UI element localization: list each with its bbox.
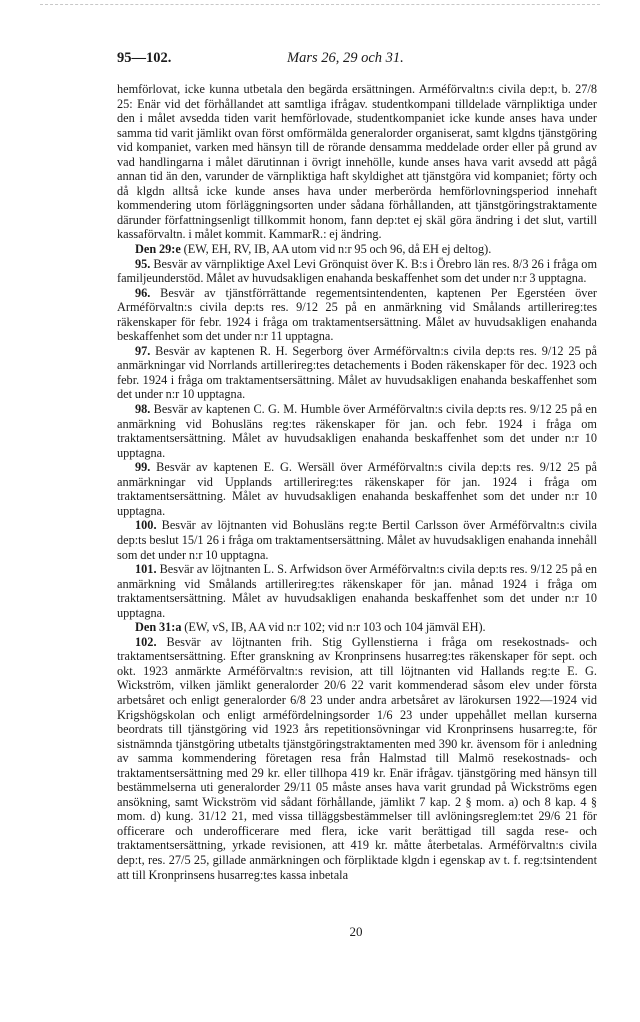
- running-head: [117, 50, 597, 70]
- paragraph-text: (EW, vS, IB, AA vid n:r 102; vid n:r 103 och 104 jämväl EH).: [184, 620, 486, 635]
- page-dates: Mars 26, 29 och 31.: [287, 50, 404, 66]
- case-paragraph: [117, 402, 597, 460]
- case-number: 99.: [135, 460, 151, 475]
- paragraph-text: Besvär av värnpliktige Axel Levi Grönquist över K. B:s i Örebro län res. 8/3 26 i fråga om familjeunderstöd. Målet av huvudsakligen enahanda beskaffenhet som det under n:r 3 upptagna.: [117, 256, 598, 286]
- top-edge-rule: [40, 4, 600, 5]
- paragraph-text: Besvär av kaptenen C. G. M. Humble över Arméförvaltn:s civila dep:ts res. 9/12 25 på en anmärkning vid Bohusläns reg:tes räkenskaper för jan. och febr. 1924 i fråga om traktamentsersättning. Målet av huvudsakligen enahanda beskaffenhet som det under n:r 10 upptagna.: [117, 402, 598, 460]
- case-number: 97.: [135, 343, 151, 358]
- paragraph-text: Besvär av kaptenen R. H. Segerborg över Arméförvaltn:s civila dep:ts res. 9/12 25 på anmärkningar vid Norrlands artillerireg:tes detachements i Boden räkenskaper för dec. 1923 och febr. 1924 i fråga om traktamentsersättning. Målet av huvudsakligen enahanda beskaffenhet som det under n:r 10 upptagna.: [117, 343, 597, 402]
- session-label: Den 29:e: [135, 242, 181, 257]
- page-range: 95—102.: [117, 50, 172, 66]
- case-number: 96.: [135, 285, 151, 300]
- case-number: 95.: [135, 256, 151, 271]
- case-paragraph: [117, 257, 597, 286]
- case-paragraph: [117, 518, 597, 562]
- paragraph-text: Besvär av löjtnanten L. S. Arfwidson över Arméförvaltn:s civila dep:ts res. 9/12 25 på en anmärkning vid Smålands artillerireg:tes räkenskaper för jan. månad 1924 i fråga om traktamentsersättning. Målet av huvudsakligen enahanda beskaffenhet som det under n:r 10 upptagna.: [117, 562, 597, 620]
- case-number: 100.: [135, 518, 157, 533]
- case-paragraph: [117, 286, 597, 344]
- paragraph-continuation: [117, 82, 597, 242]
- page-number: 20: [349, 924, 363, 939]
- paragraph-text: hemförlovat, icke kunna utbetala den begärda ersättningen. Arméförvaltn:s civila dep:t, b. 27/8 25: Enär vid det förhållandet att samtliga ifrågav. studentkompani tilldelade värnpliktiga under den i målet avsedda tiden varit hemförlovade, studentkompaniet icke kunde anses hava under samma tid varit jämlikt ovan först omförmälda generalorder organiserat, samt klgdns tjänstgöring vid kompaniet, varken med hänsyn till de rörande densamma meddelade order eller på grund av vad handlingarna i målet därutinnan i övrigt innehölle, kunde anses hava varit avsedd att pågå annan tid än den, varunder de värnpliktiga haft skyldighet att tjänstgöra vid kompaniet; förty och då klgdn alltså icke kunde anses hava under merberörda hemförlovningsperiod innehaft kommendering utom förläggningsorten under sådana förhållanden, att tjänstgöringstraktamente därunder författningsenligt tillkommit honom, fann dep:tet ej skäl göra ändring i det slut, vartill kassaförvaltn. i målet kommit. KammarR.: ej ändring.: [117, 82, 597, 242]
- case-number: 102.: [135, 634, 157, 649]
- case-number: 101.: [135, 562, 157, 577]
- paragraph-text: Besvär av löjtnanten vid Bohusläns reg:te Bertil Carlsson över Arméförvaltn:s civila dep:ts beslut 15/1 26 i fråga om traktamentsersättning. Målet av huvudsakligen enahanda innehåll som det under n:r 10 upptagna.: [117, 518, 597, 562]
- paragraph-text: Besvär av kaptenen E. G. Wersäll över Arméförvaltn:s civila dep:ts res. 9/12 25 på anmärkningar vid Upplands artillerireg:tes räkenskaper för jan. 1924 i fråga om traktamentsersättning. Målet av huvudsakligen enahanda beskaffenhet som det under n:r 10 upptagna.: [117, 460, 598, 518]
- session-label: Den 31:a: [135, 620, 182, 635]
- case-number: 98.: [135, 402, 151, 417]
- body-text: [117, 82, 597, 882]
- case-paragraph: [117, 344, 597, 402]
- session-heading: [117, 620, 597, 635]
- paragraph-text: (EW, EH, RV, IB, AA utom vid n:r 95 och 96, då EH ej deltog).: [183, 242, 492, 257]
- case-paragraph: [117, 562, 597, 620]
- paragraph-text: Besvär av löjtnanten frih. Stig Gyllenstierna i fråga om resekostnads- och traktamentsersättning. Efter granskning av Kronprinsens husarreg:tes räkenskaper för sept. och okt. 1923 anmärkte Arméförvaltn:s revision, att till löjtnanten vid Hallands reg:te E. G. Wickström, vilken jämlikt generalorder 20/6 22 varit kommenderad såsom elev under första arbetsåret och enligt generalorder 6/8 23 under andra arbetsåret av lärokursen 1922—1924 vid Krigshögskolan och enligt arméfördelningsorder 1/6 23 under uppehållet mellan kurserna beordrats till tjänstgöring vid 1923 års repetitionsövningar vid Kronprinsens husarreg:te, för sistnämnda tjänstgöring utbetalts tjänstgöringstraktamenten med 390 kr. ävensom för i anledning av samma kommendering företagen resa från Halmstad till Malmö resekostnads- och traktamentsersättning med 29 kr. eller tillhopa 419 kr. Enär ifrågav. tjänstgöring med hänsyn till bestämmelserna uti generalorder 29/11 05 måste anses hava varit grundad på Wickströms egen ansökning, samt Wickström vid sådant förhållande, jämlikt 7 kap. 2 § mom. a) och 8 kap. 4 § mom. d) kung. 31/12 21, med vissa tilläggsbestämmelser till avlöningsreglem:tet 29/6 21 för officerare och underofficerare med flera, icke varit berättigad till sagda rese- och traktamentsersättning, yrkade revisionen, att 419 kr. måtte återbetalas. Arméförvaltn:s civila dep:t, res. 27/5 25, gillade anmärkningen och förpliktade klgdn i egenskap av t. f. reg:tsintendent att till Kronprinsens husarreg:tes kassa inbetala: [117, 634, 597, 882]
- case-paragraph: [117, 635, 597, 882]
- session-heading: [117, 242, 597, 257]
- paragraph-text: Besvär av tjänstförrättande regementsintendenten, kaptenen Per Egerstéen över Arméförvaltn:s civila dep:ts res. 9/12 25 på en anmärkning vid Smålands artillerireg:tes räkenskaper för febr. 1924 i fråga om traktamentsersättning. Målet av huvudsakligen enahanda beskaffenhet som det under n:r 11 upptagna.: [117, 285, 597, 344]
- case-paragraph: [117, 460, 597, 518]
